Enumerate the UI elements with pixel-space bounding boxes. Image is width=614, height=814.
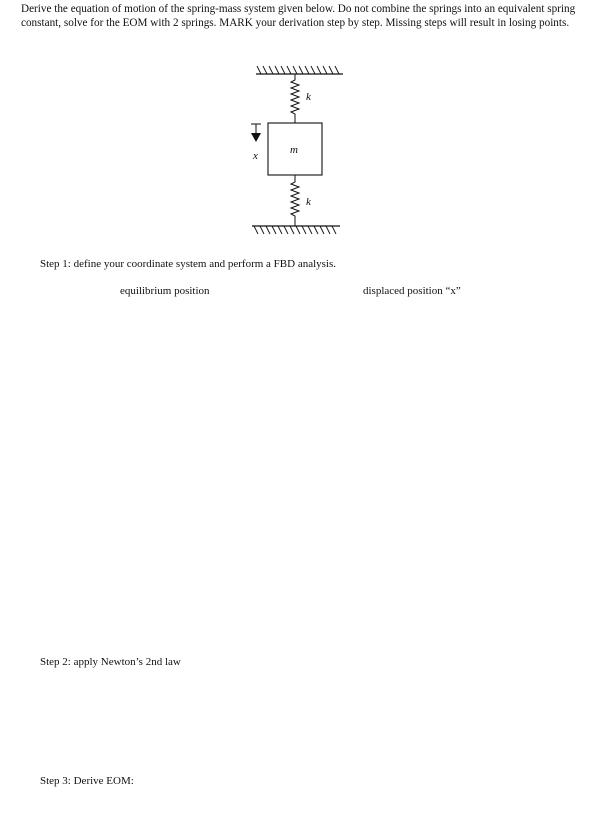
equilibrium-position-label: equilibrium position	[120, 285, 210, 297]
step2-heading: Step 2: apply Newton’s 2nd law	[40, 656, 181, 668]
ceiling-support	[256, 66, 343, 74]
coordinate-label: x	[253, 150, 258, 162]
step3-heading: Step 3: Derive EOM:	[40, 775, 134, 787]
floor-support	[252, 226, 340, 234]
step1-heading: Step 1: define your coordinate system and perform a FBD analysis.	[40, 258, 337, 270]
problem-statement: Derive the equation of motion of the spring-mass system given below. Do not combine the springs into an equivalent spring constant, solve for the EOM with 2 springs. MARK your derivation step by step. Missing steps will result in losing points.	[21, 3, 576, 29]
spring-mass-figure	[0, 0, 614, 250]
mass-label: m	[290, 144, 298, 156]
coordinate-arrow	[251, 124, 261, 142]
bottom-spring	[291, 175, 299, 226]
displaced-position-label: displaced position “x”	[363, 285, 461, 297]
bottom-spring-label: k	[306, 196, 311, 208]
top-spring-label: k	[306, 91, 311, 103]
top-spring	[291, 74, 299, 123]
